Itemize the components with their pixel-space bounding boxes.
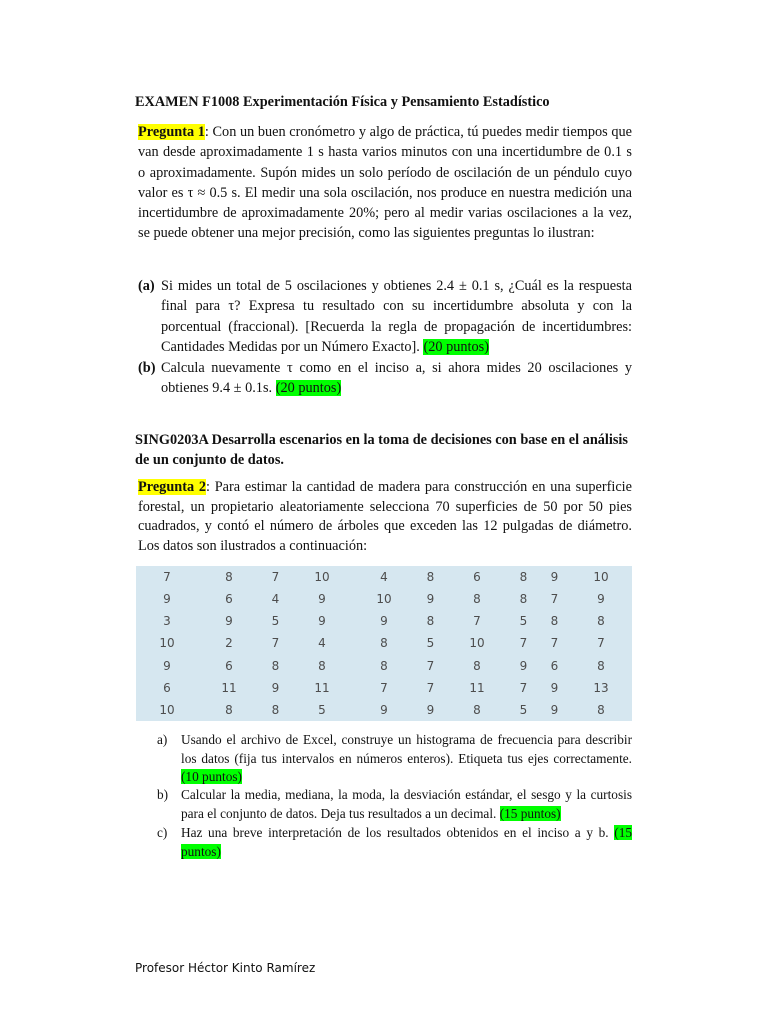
question-1-item-a bbox=[138, 276, 632, 357]
table-cell: 9 bbox=[380, 614, 388, 629]
table-cell: 8 bbox=[519, 570, 528, 585]
question-1-paragraph bbox=[138, 122, 632, 244]
item-text: Si mides un total de 5 oscilaciones y obtienes 2.4 ± 0.1 s, ¿Cuál es la respuesta final para τ? Expresa tu resultado con su incertidumbre absoluta y con la porcentual (fraccional). [Recuerda la regla de propagación de incertidumbres: Cantidades Medidas por un Número Exacto]. bbox=[161, 278, 632, 355]
table-cell: 8 bbox=[318, 658, 326, 673]
table-cell: 9 bbox=[163, 592, 171, 607]
table-cell: 8 bbox=[426, 614, 435, 629]
item-text: Calcula nuevamente τ como en el inciso a, si ahora mides 20 oscilaciones y obtienes 9.4 ± 0.1s. bbox=[161, 360, 632, 397]
table-cell: 9 bbox=[225, 614, 233, 629]
item-label: (b) bbox=[138, 360, 156, 376]
table-cell: 8 bbox=[519, 592, 528, 607]
question-1-label: Pregunta 1 bbox=[138, 124, 205, 140]
item-label: b) bbox=[157, 787, 169, 802]
table-cell: 10 bbox=[469, 636, 485, 651]
table-row bbox=[136, 610, 632, 632]
item-label: (a) bbox=[138, 278, 155, 294]
table-cell: 6 bbox=[550, 658, 559, 673]
table-cell: 9 bbox=[426, 592, 435, 607]
points-badge: (10 puntos) bbox=[181, 769, 242, 785]
table-cell: 7 bbox=[550, 636, 559, 651]
table-cell: 8 bbox=[597, 702, 605, 717]
item-label: c) bbox=[157, 825, 168, 840]
question-2-item-b bbox=[157, 786, 632, 823]
table-cell: 5 bbox=[318, 702, 326, 717]
question-2-paragraph bbox=[138, 478, 632, 556]
table-row bbox=[136, 588, 632, 610]
question-2-text: : Para estimar la cantidad de madera para construcción en una superficie forestal, un propietario aleatoriamente selecciona 70 superficies de 50 por 50 pies cuadrados, y contó el número de árboles que exceden las 12 pulgadas de diámetro. Los datos son ilustrados a continuación: bbox=[138, 479, 632, 554]
table-cell: 13 bbox=[593, 680, 609, 695]
table-cell: 6 bbox=[473, 570, 481, 585]
table-cell: 8 bbox=[473, 702, 481, 717]
table-cell: 8 bbox=[597, 614, 605, 629]
section-2-title: SING0203A Desarrolla escenarios en la toma de decisiones con base en el análisis de un conjunto de datos. bbox=[135, 432, 628, 468]
table-cell: 3 bbox=[163, 614, 171, 629]
points-badge: (20 puntos) bbox=[275, 380, 342, 397]
table-cell: 11 bbox=[469, 680, 485, 695]
table-cell: 7 bbox=[271, 636, 280, 651]
table-cell: 5 bbox=[271, 614, 280, 629]
table-cell: 8 bbox=[550, 614, 559, 629]
table-cell: 10 bbox=[159, 702, 175, 717]
points-badge: (15 puntos) bbox=[181, 825, 632, 859]
table-cell: 7 bbox=[550, 592, 559, 607]
table-cell: 7 bbox=[473, 614, 481, 629]
table-row bbox=[136, 566, 632, 588]
table-cell: 5 bbox=[426, 636, 435, 651]
points-badge: (15 puntos) bbox=[499, 805, 561, 821]
table-row bbox=[136, 699, 632, 721]
table-cell: 8 bbox=[473, 658, 481, 673]
table-cell: 9 bbox=[318, 614, 326, 629]
exam-title: EXAMEN F1008 Experimentación Física y Pensamiento Estadístico bbox=[135, 94, 550, 110]
table-row bbox=[136, 655, 632, 677]
table-cell: 5 bbox=[519, 702, 528, 717]
table-cell: 9 bbox=[318, 592, 326, 607]
table-cell: 8 bbox=[473, 592, 481, 607]
table-cell: 8 bbox=[271, 702, 280, 717]
table-cell: 5 bbox=[519, 614, 528, 629]
table-cell: 7 bbox=[597, 636, 605, 651]
table-cell: 9 bbox=[550, 680, 559, 695]
footer-author: Profesor Héctor Kinto Ramírez bbox=[135, 961, 316, 975]
table-cell: 8 bbox=[225, 702, 233, 717]
table-cell: 4 bbox=[318, 636, 326, 651]
table-cell: 9 bbox=[271, 680, 280, 695]
table-cell: 7 bbox=[426, 658, 435, 673]
table-cell: 10 bbox=[593, 570, 609, 585]
table-row bbox=[136, 677, 632, 699]
table-cell: 7 bbox=[271, 570, 280, 585]
table-cell: 10 bbox=[159, 636, 175, 651]
table-cell: 10 bbox=[314, 570, 330, 585]
table-row bbox=[136, 632, 632, 654]
question-1-item-b bbox=[138, 358, 632, 399]
table-cell: 6 bbox=[225, 592, 233, 607]
table-cell: 6 bbox=[163, 680, 171, 695]
table-cell: 7 bbox=[519, 636, 528, 651]
question-2-item-a bbox=[157, 731, 632, 787]
item-text: Calcular la media, mediana, la moda, la desviación estándar, el sesgo y la curtosis para el conjunto de datos. Deja tus resultados a un decimal. bbox=[181, 787, 632, 821]
question-1-text: : Con un buen cronómetro y algo de práctica, tú puedes medir tiempos que van desde aproximadamente 1 s hasta varios minutos con una incertidumbre de 0.1 s o aproximadamente. Supón mides un solo período de oscilación de un péndulo cuyo valor es τ ≈ 0.5 s. El medir una sola oscilación, nos produce en nuestra medición una incertidumbre de aproximadamente 20%; pero al medir varias oscilaciones a la vez, se puede obtener una mejor precisión, como las siguientes preguntas lo ilustran: bbox=[138, 124, 632, 242]
item-label: a) bbox=[157, 732, 168, 747]
table-cell: 11 bbox=[314, 680, 330, 695]
question-2-item-c bbox=[157, 824, 632, 861]
points-badge: (20 puntos) bbox=[423, 338, 489, 355]
table-cell: 7 bbox=[380, 680, 388, 695]
table-cell: 9 bbox=[519, 658, 528, 673]
table-cell: 8 bbox=[597, 658, 605, 673]
item-text: Haz una breve interpretación de los resultados obtenidos en el inciso a y b. bbox=[181, 825, 609, 840]
table-cell: 9 bbox=[550, 702, 559, 717]
table-cell: 11 bbox=[221, 680, 237, 695]
table-cell: 8 bbox=[380, 658, 388, 673]
item-text: Usando el archivo de Excel, construye un histograma de frecuencia para describir los datos (fija tus intervalos en números enteros). Etiqueta tus ejes correctamente. bbox=[181, 732, 632, 766]
table-cell: 9 bbox=[597, 592, 605, 607]
table-cell: 8 bbox=[426, 570, 435, 585]
table-cell: 8 bbox=[271, 658, 280, 673]
table-cell: 9 bbox=[380, 702, 388, 717]
table-cell: 9 bbox=[426, 702, 435, 717]
table-cell: 7 bbox=[426, 680, 435, 695]
question-2-label: Pregunta 2 bbox=[138, 479, 207, 495]
table-cell: 2 bbox=[225, 636, 233, 651]
table-cell: 8 bbox=[225, 570, 233, 585]
table-cell: 7 bbox=[163, 570, 171, 585]
data-table bbox=[136, 566, 632, 721]
table-cell: 9 bbox=[550, 570, 559, 585]
table-cell: 7 bbox=[519, 680, 528, 695]
table-cell: 9 bbox=[163, 658, 171, 673]
table-cell: 10 bbox=[376, 592, 392, 607]
table-cell: 4 bbox=[380, 570, 388, 585]
table-cell: 4 bbox=[271, 592, 280, 607]
table-cell: 6 bbox=[225, 658, 233, 673]
table-cell: 8 bbox=[380, 636, 388, 651]
